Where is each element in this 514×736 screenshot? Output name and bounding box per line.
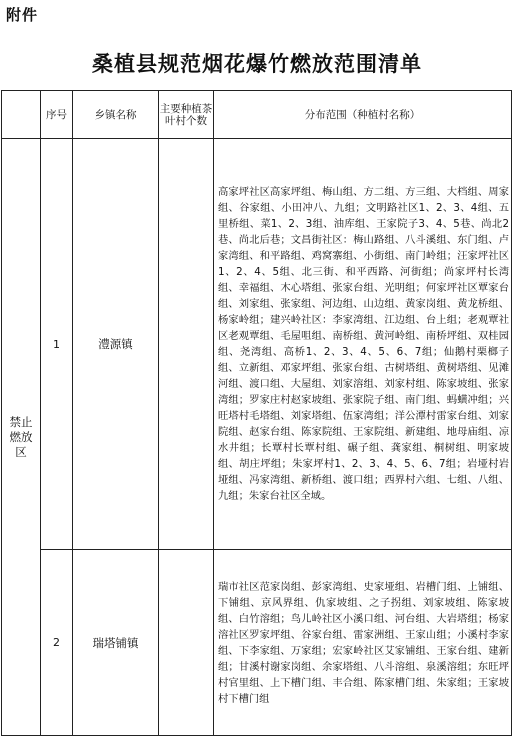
- header-index: 序号: [41, 91, 73, 139]
- header-town: 乡镇名称: [73, 91, 159, 139]
- distribution-text: 瑞市社区范家岗组、彭家湾组、史家垭组、岩槽门组、上铺组、下铺组、京风界组、仇家坡组、之子拐组、刘家坡组、陈家坡组、白竹溶组；鸟儿岭社区小溪口组、河台组、大岩塔组；杨家溶社区罗家坪组、谷家台组、雷家洲组、王家山组；小溪村李家组、下李家组、万家组；宏家岭社区艾家铺组、王家台组、建新组；甘溪村谢家岗组、余家塔组、八斗溶组、泉溪溶组；东旺坪村官里组、上下槽门组、丰合组、陈家槽门组、朱家组；王家坡村下槽门组: [214, 550, 512, 736]
- row-index: 1: [41, 139, 73, 550]
- page-title: 桑植县规范烟花爆竹燃放范围清单: [92, 52, 422, 76]
- village-count: [159, 139, 214, 550]
- distribution-text: 高家坪社区高家坪组、梅山组、方二组、方三组、大档组、周家组、谷家组、小田冲八、九组；文明路社区1、2、3、4组、五里桥组、菜1、2、3组、油库组、王家院子3、4、5巷、尚北2巷、尚北后巷；文昌街社区：梅山路组、八斗溪组、东门组、卢家湾组、和平路组、鸡窝寨组、小街组、南门岭组；汪家坪社区1、2、4、5组、北三街、和平西路、河街组；尚家坪村长湾组、幸福组、木心塔组、张家台组、光明组；何家坪社区覃家台组、刘家组、张家组、河边组、山边组、黄家岗组、黄龙桥组、杨家岭组；建兴岭社区：李家湾组、江边组、台上组；老观覃社区老观覃组、毛屋咀组、南桥组、黄河岭组、南桥坪组、双桂园组、尧湾组、高桥1、2、3、4、5、6、7组；仙鹅村栗榔子组、立新组、邓家坪组、张家台组、古树塔组、黄树塔组、见滩河组、渡口组、大屋组、刘家溶组、刘家村组、陈家坡组、张家湾组；罗家庄村赵家坡组、张家院子组、南门组、蚂蟥冲组；兴旺塔村毛塔组、刘家塔组、伍家湾组；洋公潭村雷家台组、刘家院组、赵家台组、陈家院组、王家院组、新建组、地母庙组、凉水井组；长覃村长覃村组、碾子组、龚家组、桐树组、明家坡组、胡庄坪组；朱家坪村1、2、3、4、5、6、7组；岩垭村岩垭组、冯家湾组、新桥组、渡口组；西界村六组、七组、八组、九组；朱家台社区全域。: [214, 139, 512, 550]
- town-name: 澧源镇: [73, 139, 159, 550]
- scope-table: [1, 90, 512, 736]
- table-row: [2, 550, 512, 736]
- table-header-row: [2, 91, 512, 139]
- table-row: [2, 139, 512, 550]
- village-count: [159, 550, 214, 736]
- region-cell: [2, 139, 41, 736]
- region-label: 禁止燃放区: [9, 414, 33, 459]
- row-index: 2: [41, 550, 73, 736]
- header-village-count: 主要种植茶叶村个数: [159, 91, 214, 139]
- attachment-label: 附件: [6, 6, 39, 24]
- town-name: 瑞塔铺镇: [73, 550, 159, 736]
- header-region: [2, 91, 41, 139]
- header-distribution: 分布范围（种植村名称）: [214, 91, 512, 139]
